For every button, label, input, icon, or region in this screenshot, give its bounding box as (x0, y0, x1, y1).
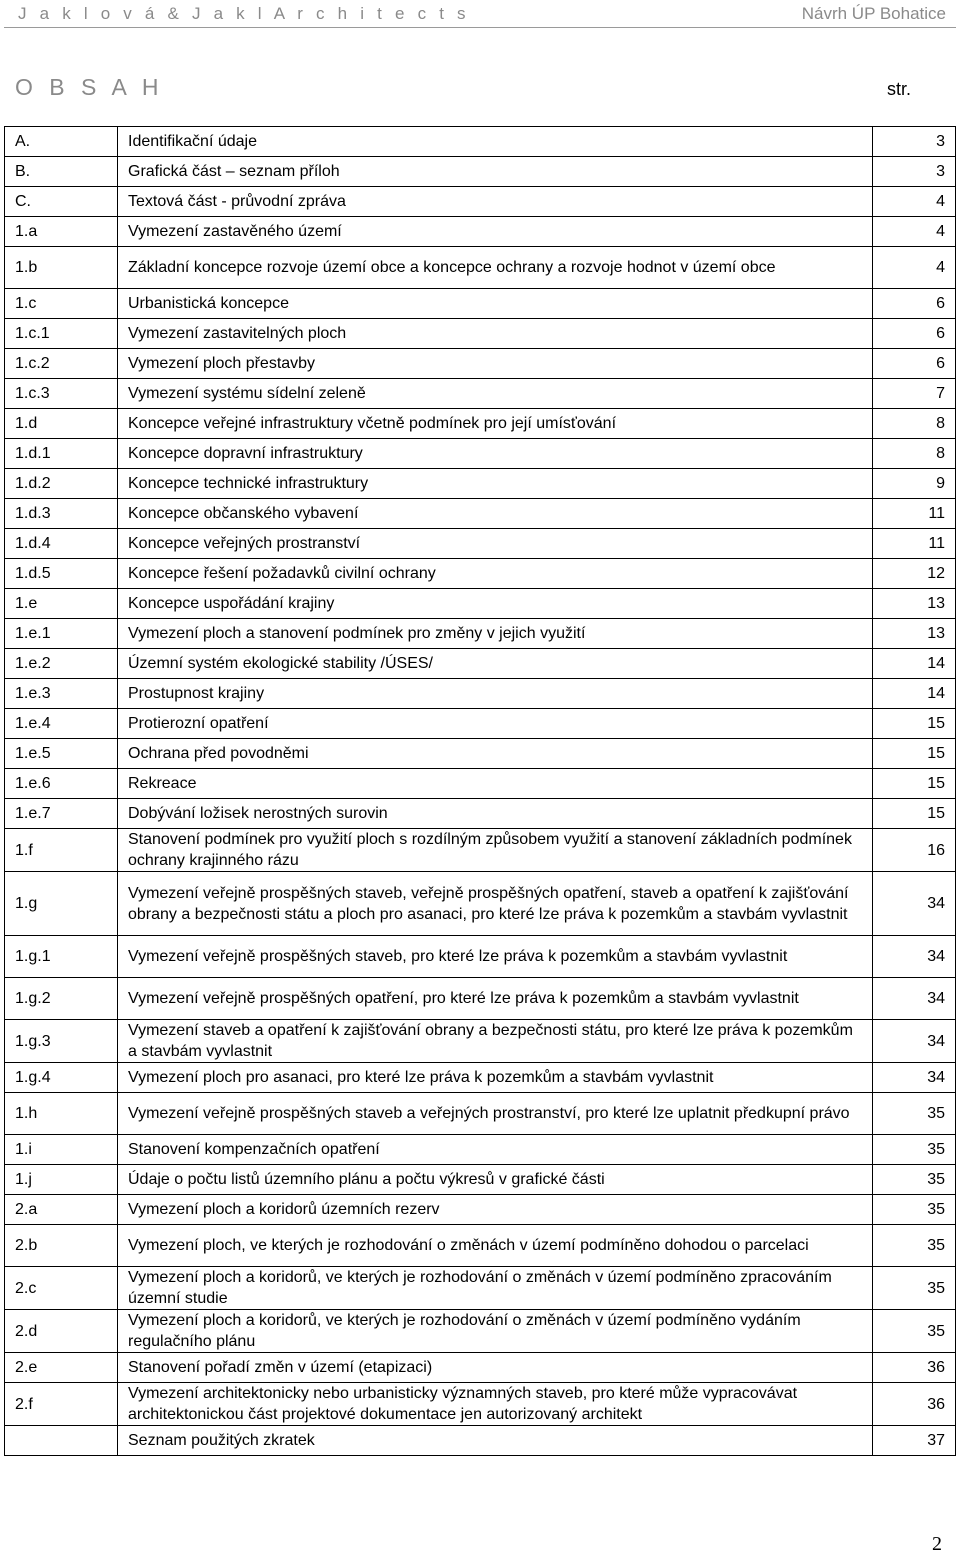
toc-page-number: 37 (873, 1426, 956, 1456)
toc-section-number: 1.e.2 (5, 649, 118, 679)
toc-section-title: Vymezení veřejně prospěšných opatření, pro které lze práva k pozemkům a stavbám vyvlastnit (118, 978, 873, 1020)
toc-page-number: 36 (873, 1353, 956, 1383)
toc-section-title: Textová část - průvodní zpráva (118, 187, 873, 217)
toc-row (5, 1165, 956, 1195)
toc-page-number: 34 (873, 1063, 956, 1093)
toc-section-title: Územní systém ekologické stability /ÚSES/ (118, 649, 873, 679)
toc-row (5, 872, 956, 936)
toc-page-number: 3 (873, 157, 956, 187)
toc-section-number: 1.f (5, 829, 118, 872)
toc-page-number: 35 (873, 1165, 956, 1195)
toc-section-title: Seznam použitých zkratek (118, 1426, 873, 1456)
toc-row (5, 187, 956, 217)
toc-page-number: 36 (873, 1383, 956, 1426)
toc-page-number: 35 (873, 1195, 956, 1225)
toc-section-title: Koncepce řešení požadavků civilní ochrany (118, 559, 873, 589)
toc-section-number: 1.g.1 (5, 936, 118, 978)
toc-row (5, 349, 956, 379)
toc-section-number: 1.e.7 (5, 799, 118, 829)
toc-row (5, 1093, 956, 1135)
toc-section-number: 2.e (5, 1353, 118, 1383)
toc-row (5, 127, 956, 157)
toc-page-number: 11 (873, 499, 956, 529)
toc-section-number: 1.c.1 (5, 319, 118, 349)
toc-section-number: 1.a (5, 217, 118, 247)
toc-page-number: 34 (873, 872, 956, 936)
toc-section-title: Identifikační údaje (118, 127, 873, 157)
toc-row (5, 679, 956, 709)
toc-row (5, 289, 956, 319)
toc-page-number: 34 (873, 978, 956, 1020)
toc-section-title: Vymezení ploch a koridorů územních rezerv (118, 1195, 873, 1225)
toc-section-title: Vymezení veřejně prospěšných staveb, veřejně prospěšných opatření, staveb a opatření k zajišťování obrany a bezpečnosti státu a ploch pro asanaci, pro které lze práva k pozemkům a stavbám vyvlastnit (118, 872, 873, 936)
toc-page-number: 35 (873, 1225, 956, 1267)
toc-row (5, 1383, 956, 1426)
toc-page-number: 13 (873, 589, 956, 619)
toc-row (5, 709, 956, 739)
toc-page-number: 13 (873, 619, 956, 649)
toc-row (5, 559, 956, 589)
toc-heading: O B S A H (15, 74, 164, 100)
toc-section-title: Vymezení ploch a stanovení podmínek pro změny v jejich využití (118, 619, 873, 649)
toc-row (5, 769, 956, 799)
toc-section-number: C. (5, 187, 118, 217)
toc-section-number: 2.c (5, 1267, 118, 1310)
toc-row (5, 409, 956, 439)
toc-row (5, 829, 956, 872)
toc-section-title: Koncepce dopravní infrastruktury (118, 439, 873, 469)
toc-page-number: 4 (873, 217, 956, 247)
toc-section-title: Ochrana před povodněmi (118, 739, 873, 769)
toc-row (5, 379, 956, 409)
toc-page-number: 3 (873, 127, 956, 157)
toc-page-number: 16 (873, 829, 956, 872)
toc-section-title: Dobývání ložisek nerostných surovin (118, 799, 873, 829)
toc-page-number: 35 (873, 1135, 956, 1165)
header-company: J a k l o v á & J a k l A r c h i t e c t s (18, 4, 470, 23)
toc-page-number: 14 (873, 679, 956, 709)
page-header (0, 0, 960, 28)
toc-section-title: Vymezení veřejně prospěšných staveb a veřejných prostranství, pro které lze uplatnit předkupní právo (118, 1093, 873, 1135)
toc-row (5, 319, 956, 349)
toc-row (5, 799, 956, 829)
page-column-label: str. (887, 79, 912, 99)
toc-row (5, 1135, 956, 1165)
toc-page-number: 6 (873, 319, 956, 349)
toc-page-number: 14 (873, 649, 956, 679)
toc-page-number: 6 (873, 289, 956, 319)
toc-section-number: 1.g.4 (5, 1063, 118, 1093)
toc-section-title: Grafická část – seznam příloh (118, 157, 873, 187)
toc-section-title: Vymezení zastavitelných ploch (118, 319, 873, 349)
toc-section-number: 1.e.3 (5, 679, 118, 709)
toc-page-number: 35 (873, 1093, 956, 1135)
toc-section-number: 1.e.1 (5, 619, 118, 649)
toc-section-number: 2.d (5, 1310, 118, 1353)
toc-row (5, 439, 956, 469)
toc-page-number: 4 (873, 187, 956, 217)
toc-page-number: 35 (873, 1310, 956, 1353)
toc-row (5, 1426, 956, 1456)
header-divider (4, 27, 956, 28)
toc-section-number: 1.c.3 (5, 379, 118, 409)
toc-section-title: Údaje o počtu listů územního plánu a počtu výkresů v grafické části (118, 1165, 873, 1195)
toc-section-number: 1.e (5, 589, 118, 619)
toc-row (5, 936, 956, 978)
toc-section-number: 1.c (5, 289, 118, 319)
toc-section-number: 1.d (5, 409, 118, 439)
toc-page-number: 9 (873, 469, 956, 499)
toc-row (5, 1225, 956, 1267)
toc-row (5, 157, 956, 187)
toc-row (5, 978, 956, 1020)
toc-row (5, 619, 956, 649)
toc-page-number: 15 (873, 739, 956, 769)
toc-section-title: Základní koncepce rozvoje území obce a koncepce ochrany a rozvoje hodnot v území obce (118, 247, 873, 289)
toc-section-title: Koncepce uspořádání krajiny (118, 589, 873, 619)
toc-row (5, 529, 956, 559)
toc-row (5, 217, 956, 247)
toc-section-number: 1.d.2 (5, 469, 118, 499)
toc-page-number: 34 (873, 1020, 956, 1063)
toc-row (5, 1020, 956, 1063)
toc-row (5, 1310, 956, 1353)
toc-section-title: Prostupnost krajiny (118, 679, 873, 709)
toc-section-title: Vymezení ploch přestavby (118, 349, 873, 379)
toc-row (5, 589, 956, 619)
header-project: Návrh ÚP Bohatice (801, 4, 946, 23)
toc-section-title: Urbanistická koncepce (118, 289, 873, 319)
toc-row (5, 1267, 956, 1310)
toc-page-number: 4 (873, 247, 956, 289)
toc-section-number: 1.g (5, 872, 118, 936)
toc-page-number: 15 (873, 709, 956, 739)
toc-row (5, 1063, 956, 1093)
page-number: 2 (932, 1533, 942, 1555)
toc-table (4, 126, 956, 1456)
toc-section-number: 1.g.3 (5, 1020, 118, 1063)
toc-row (5, 739, 956, 769)
toc-section-number: A. (5, 127, 118, 157)
toc-section-title: Vymezení ploch, ve kterých je rozhodování o změnách v území podmíněno dohodou o parcelaci (118, 1225, 873, 1267)
toc-section-number: 1.h (5, 1093, 118, 1135)
toc-section-title: Koncepce občanského vybavení (118, 499, 873, 529)
toc-section-number: 1.e.4 (5, 709, 118, 739)
toc-section-number (5, 1426, 118, 1456)
toc-page-number: 12 (873, 559, 956, 589)
toc-row (5, 1195, 956, 1225)
toc-section-title: Koncepce veřejných prostranství (118, 529, 873, 559)
toc-section-title: Vymezení architektonicky nebo urbanisticky významných staveb, pro které může vypracovávat architektonickou část projektové dokumentace jen autorizovaný architekt (118, 1383, 873, 1426)
toc-section-title: Rekreace (118, 769, 873, 799)
toc-row (5, 247, 956, 289)
toc-section-number: 1.g.2 (5, 978, 118, 1020)
toc-page-number: 15 (873, 799, 956, 829)
toc-section-title: Vymezení veřejně prospěšných staveb, pro které lze práva k pozemkům a stavbám vyvlastnit (118, 936, 873, 978)
toc-section-number: 1.d.5 (5, 559, 118, 589)
toc-section-number: 1.j (5, 1165, 118, 1195)
toc-section-number: 1.d.1 (5, 439, 118, 469)
toc-section-title: Stanovení kompenzačních opatření (118, 1135, 873, 1165)
toc-section-number: 1.d.3 (5, 499, 118, 529)
toc-section-title: Vymezení ploch a koridorů, ve kterých je rozhodování o změnách v území podmíněno zpracováním územní studie (118, 1267, 873, 1310)
toc-section-number: 2.a (5, 1195, 118, 1225)
toc-section-title: Vymezení ploch pro asanaci, pro které lze práva k pozemkům a stavbám vyvlastnit (118, 1063, 873, 1093)
toc-page-number: 35 (873, 1267, 956, 1310)
toc-page-number: 8 (873, 409, 956, 439)
toc-section-number: 1.b (5, 247, 118, 289)
toc-row (5, 649, 956, 679)
toc-section-number: 1.e.6 (5, 769, 118, 799)
toc-section-title: Vymezení zastavěného území (118, 217, 873, 247)
toc-row (5, 499, 956, 529)
toc-page-number: 8 (873, 439, 956, 469)
toc-section-title: Koncepce veřejné infrastruktury včetně podmínek pro její umísťování (118, 409, 873, 439)
toc-section-title: Vymezení staveb a opatření k zajišťování obrany a bezpečnosti státu, pro které lze práva k pozemkům a stavbám vyvlastnit (118, 1020, 873, 1063)
toc-page-number: 15 (873, 769, 956, 799)
toc-section-number: 1.e.5 (5, 739, 118, 769)
toc-section-number: 1.i (5, 1135, 118, 1165)
toc-section-title: Vymezení systému sídelní zeleně (118, 379, 873, 409)
toc-row (5, 1353, 956, 1383)
toc-page-number: 7 (873, 379, 956, 409)
toc-page-number: 11 (873, 529, 956, 559)
toc-page-number: 34 (873, 936, 956, 978)
toc-section-title: Stanovení podmínek pro využití ploch s rozdílným způsobem využití a stanovení základních podmínek ochrany krajinného rázu (118, 829, 873, 872)
toc-section-title: Vymezení ploch a koridorů, ve kterých je rozhodování o změnách v území podmíněno vydáním regulačního plánu (118, 1310, 873, 1353)
toc-row (5, 469, 956, 499)
toc-section-title: Stanovení pořadí změn v území (etapizaci) (118, 1353, 873, 1383)
toc-section-title: Protierozní opatření (118, 709, 873, 739)
toc-page-number: 6 (873, 349, 956, 379)
toc-section-title: Koncepce technické infrastruktury (118, 469, 873, 499)
toc-section-number: B. (5, 157, 118, 187)
toc-section-number: 2.b (5, 1225, 118, 1267)
toc-section-number: 1.c.2 (5, 349, 118, 379)
toc-section-number: 1.d.4 (5, 529, 118, 559)
toc-section-number: 2.f (5, 1383, 118, 1426)
